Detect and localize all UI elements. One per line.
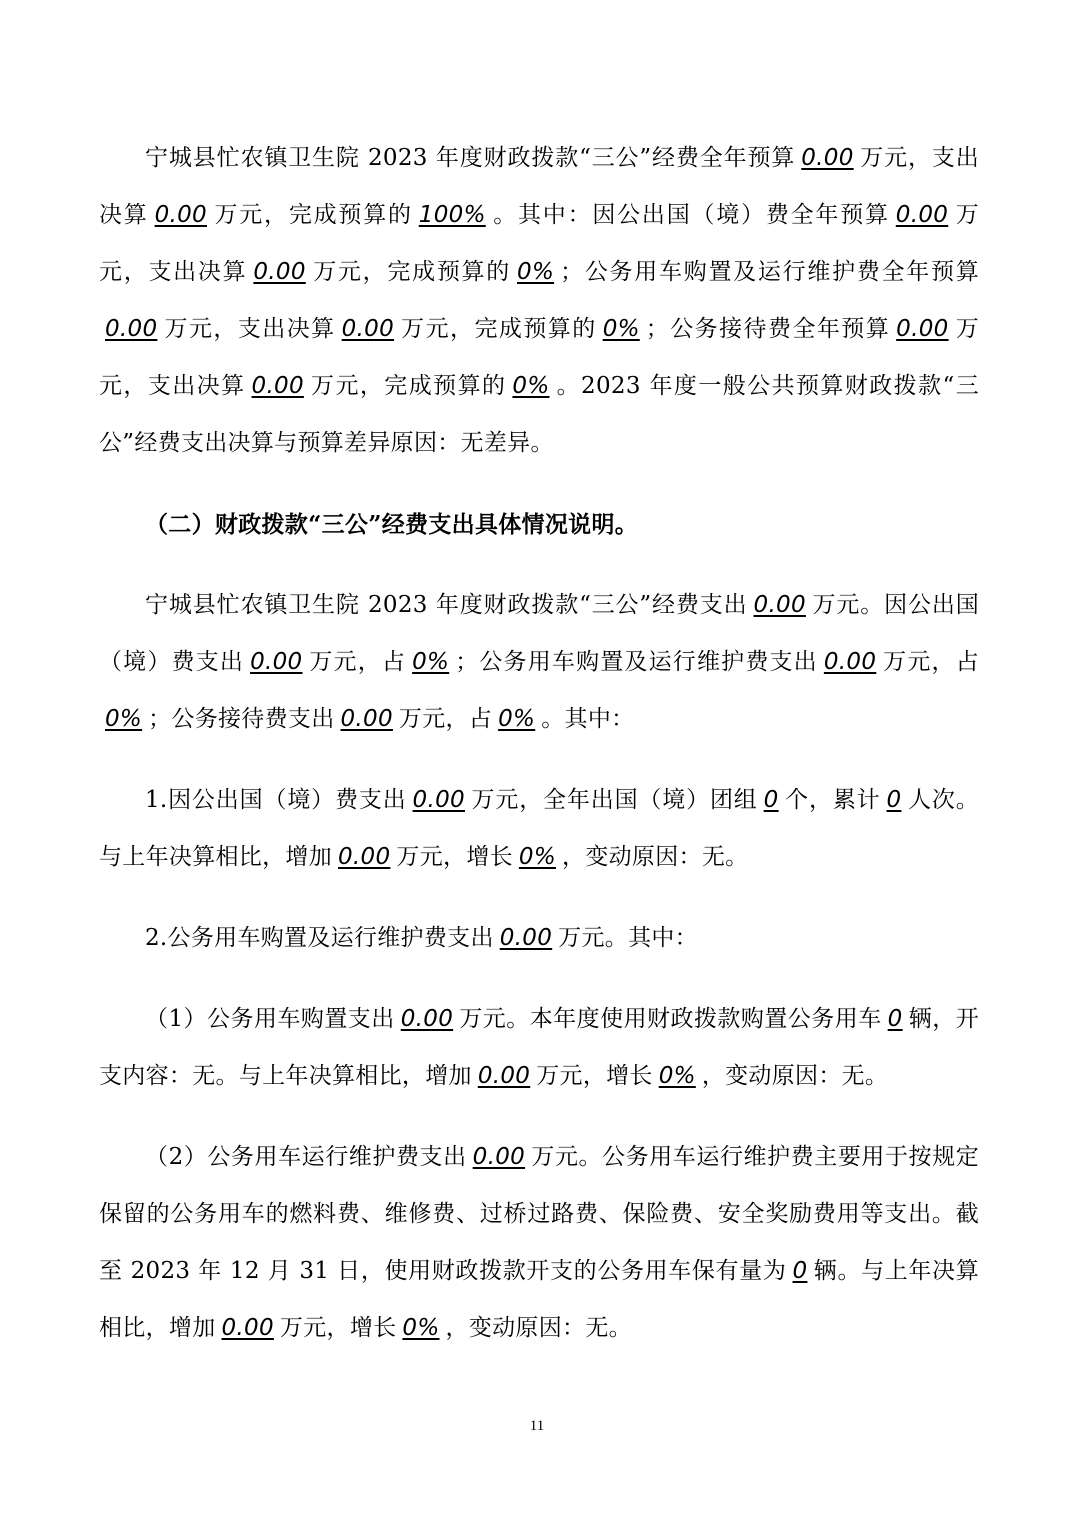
value: 0% [412, 649, 450, 675]
text: 个，累计 [784, 787, 881, 813]
value: 0.00 [400, 1006, 454, 1032]
value: 0% [658, 1063, 696, 1089]
text: 万元，完成预算的 [311, 259, 512, 285]
value: 0.00 [338, 844, 391, 870]
text: 万元。公务用车运行维护费主要用于按规定保留的公务用车的燃料费、维修费、过桥过路费、保险费、安全奖励费用等支出。截至 2023 年 12 月 31 日，使用财政拨款开支的公务用车保有量为 [99, 1144, 979, 1284]
value: 0.00 [154, 202, 207, 228]
text: 宁城县忙农镇卫生院 2023 年度财政拨款“三公”经费支出 [145, 592, 748, 618]
text: 宁城县忙农镇卫生院 2023 年度财政拨款“三公”经费全年预算 [145, 145, 796, 171]
value: 0% [402, 1315, 440, 1341]
text: 2.公务用车购置及运行维护费支出 [145, 925, 494, 951]
value: 0% [105, 706, 143, 732]
text: ，变动原因：无。 [701, 1063, 889, 1089]
text: 万元。其中： [558, 925, 698, 951]
text: 万元。因公出国（境）费支出 [99, 592, 979, 675]
value: 0.00 [253, 259, 306, 285]
value: 0.00 [340, 706, 393, 732]
budget-summary-paragraph [99, 130, 979, 472]
value: 0.00 [341, 316, 395, 342]
value: 0% [517, 259, 555, 285]
text: ；公务用车购置及运行维护费支出 [455, 649, 818, 675]
text: ；公务接待费支出 [148, 706, 335, 732]
vehicle-maintenance-paragraph [99, 1129, 979, 1357]
text: 。其中： [541, 706, 635, 732]
value: 0.00 [753, 592, 806, 618]
vehicle-expense-paragraph [99, 910, 979, 967]
value: 0.00 [896, 316, 949, 342]
text: 万元。本年度使用财政拨款购置公务用车 [459, 1006, 882, 1032]
text: ；公务接待费全年预算 [645, 316, 891, 342]
text: 万元，占 [882, 649, 979, 675]
value: 0 [763, 787, 779, 813]
value: 0.00 [412, 787, 465, 813]
text: 辆。与上年决算相比，增加 [99, 1258, 979, 1341]
text: 万元，增长 [536, 1063, 653, 1089]
value: 0.00 [895, 202, 949, 228]
value: 0 [792, 1258, 808, 1284]
vehicle-purchase-paragraph [99, 991, 979, 1105]
text: 万元，完成预算的 [309, 373, 507, 399]
text: 万元，增长 [396, 844, 513, 870]
page-number: 11 [529, 1418, 545, 1434]
text: 万元，增长 [279, 1315, 397, 1341]
value: 0.00 [477, 1063, 531, 1089]
document-body [99, 130, 979, 1357]
text: 1.因公出国（境）费支出 [145, 787, 407, 813]
text: 万元，支出决算 [99, 316, 980, 399]
value: 0.00 [105, 316, 158, 342]
text: ；公务用车购置及运行维护费全年预算 [560, 259, 979, 285]
value: 0.00 [250, 649, 303, 675]
text: 万元，支出决算 [99, 202, 979, 285]
text: 。2023 年度一般公共预算财政拨款“三公”经费支出决算与预算差异原因：无差异。 [99, 373, 979, 456]
text: 辆，开支内容：无。与上年决算相比，增加 [99, 1006, 979, 1089]
value: 0% [518, 844, 557, 870]
text: ，变动原因：无。 [562, 844, 749, 870]
text: 万元，完成预算的 [400, 316, 597, 342]
value: 0.00 [221, 1315, 274, 1341]
text: 万元，占 [308, 649, 407, 675]
overseas-travel-paragraph [99, 772, 979, 886]
value: 0% [602, 316, 640, 342]
text: 万元，完成预算的 [213, 202, 413, 228]
text: （1）公务用车购置支出 [145, 1006, 395, 1032]
expenditure-overview-paragraph [99, 577, 979, 748]
value: 0.00 [251, 373, 304, 399]
section-heading: （二）财政拨款“三公”经费支出具体情况说明。 [145, 511, 639, 538]
text: 。其中：因公出国（境）费全年预算 [491, 202, 890, 228]
text: 人次。与上年决算相比，增加 [99, 787, 980, 870]
value: 0.00 [801, 145, 854, 171]
value: 0.00 [823, 649, 877, 675]
value: 0% [512, 373, 550, 399]
text: 万元，全年出国（境）团组 [470, 787, 758, 813]
text: 万元，占 [398, 706, 493, 732]
value: 0 [887, 1006, 903, 1032]
value: 0 [886, 787, 902, 813]
value: 0.00 [499, 925, 553, 951]
value: 0.00 [472, 1144, 526, 1170]
text: 万元，支出决算 [99, 145, 979, 228]
text: （2）公务用车运行维护费支出 [145, 1144, 467, 1170]
value: 100% [418, 202, 486, 228]
text: 万元，支出决算 [163, 316, 336, 342]
text: ，变动原因：无。 [445, 1315, 632, 1341]
value: 0% [498, 706, 536, 732]
